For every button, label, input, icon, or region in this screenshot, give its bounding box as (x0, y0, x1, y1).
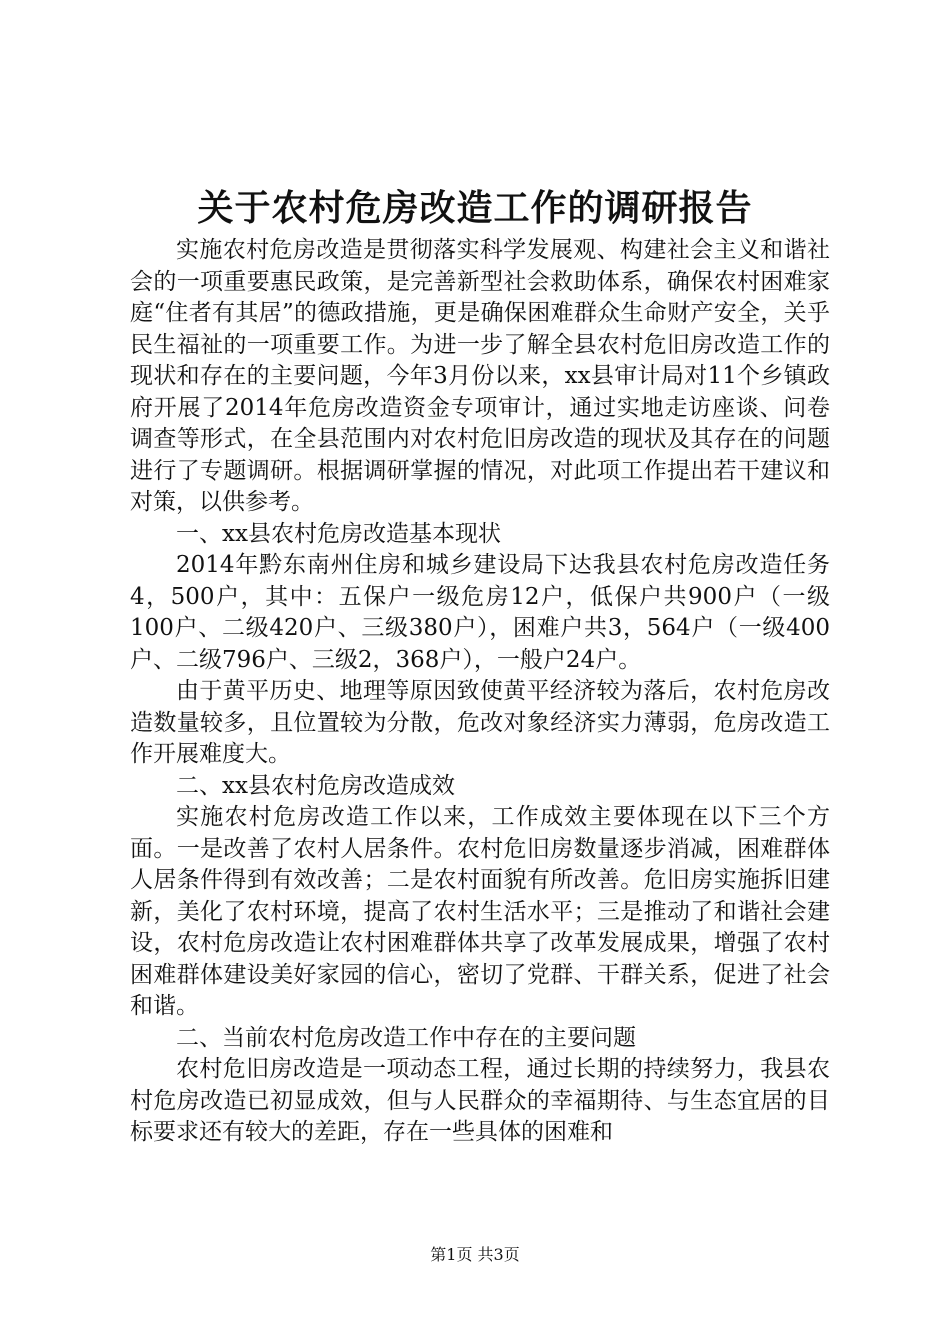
paragraph-status-figures: 2014年黔东南州住房和城乡建设局下达我县农村危房改造任务4，500户，其中：五保户一级危房12户，低保户共900户（一级100户、二级420户、三级380户），困难户共3，564户（一级400户、二级796户、三级2，368户），一般户24户。 (130, 552, 830, 673)
section-heading-problems: 二、当前农村危房改造工作中存在的主要问题 (176, 1024, 636, 1051)
paragraph-status-difficulty: 由于黄平历史、地理等原因致使黄平经济较为落后，农村危房改造数量较多，且位置较为分散，危改对象经济实力薄弱，危房改造工作开展难度大。 (130, 678, 830, 767)
paragraph-results: 实施农村危房改造工作以来，工作成效主要体现在以下三个方面。一是改善了农村人居条件。农村危旧房数量逐步消减，困难群体人居条件得到有效改善；二是农村面貌有所改善。危旧房实施拆旧建新，美化了农村环境，提高了农村生活水平；三是推动了和谐社会建设，农村危房改造让农村困难群体共享了改革发展成果，增强了农村困难群体建设美好家园的信心，密切了党群、干群关系，促进了社会和谐。 (130, 804, 830, 1019)
page-footer: 第1页 共3页 (430, 1245, 520, 1264)
paragraph-problems: 农村危旧房改造是一项动态工程，通过长期的持续努力，我县农村危房改造已初显成效，但与人民群众的幸福期待、与生态宜居的目标要求还有较大的差距，存在一些具体的困难和 (130, 1056, 830, 1145)
paragraph-intro: 实施农村危房改造是贯彻落实科学发展观、构建社会主义和谐社会的一项重要惠民政策，是完善新型社会救助体系，确保农村困难家庭“住者有其居”的德政措施，更是确保困难群众生命财产安全，关乎民生福祉的一项重要工作。为进一步了解全县农村危旧房改造工作的现状和存在的主要问题，今年3月份以来，xx县审计局对11个乡镇政府开展了2014年危房改造资金专项审计，通过实地走访座谈、问卷调查等形式，在全县范围内对农村危旧房改造的现状及其存在的问题进行了专题调研。根据调研掌握的情况，对此项工作提出若干建议和对策，以供参考。 (130, 237, 830, 515)
document-title: 关于农村危房改造工作的调研报告 (197, 187, 753, 229)
section-heading-results: 二、xx县农村危房改造成效 (176, 772, 455, 799)
document-body (130, 235, 830, 1149)
section-heading-status: 一、xx县农村危房改造基本现状 (176, 520, 501, 547)
